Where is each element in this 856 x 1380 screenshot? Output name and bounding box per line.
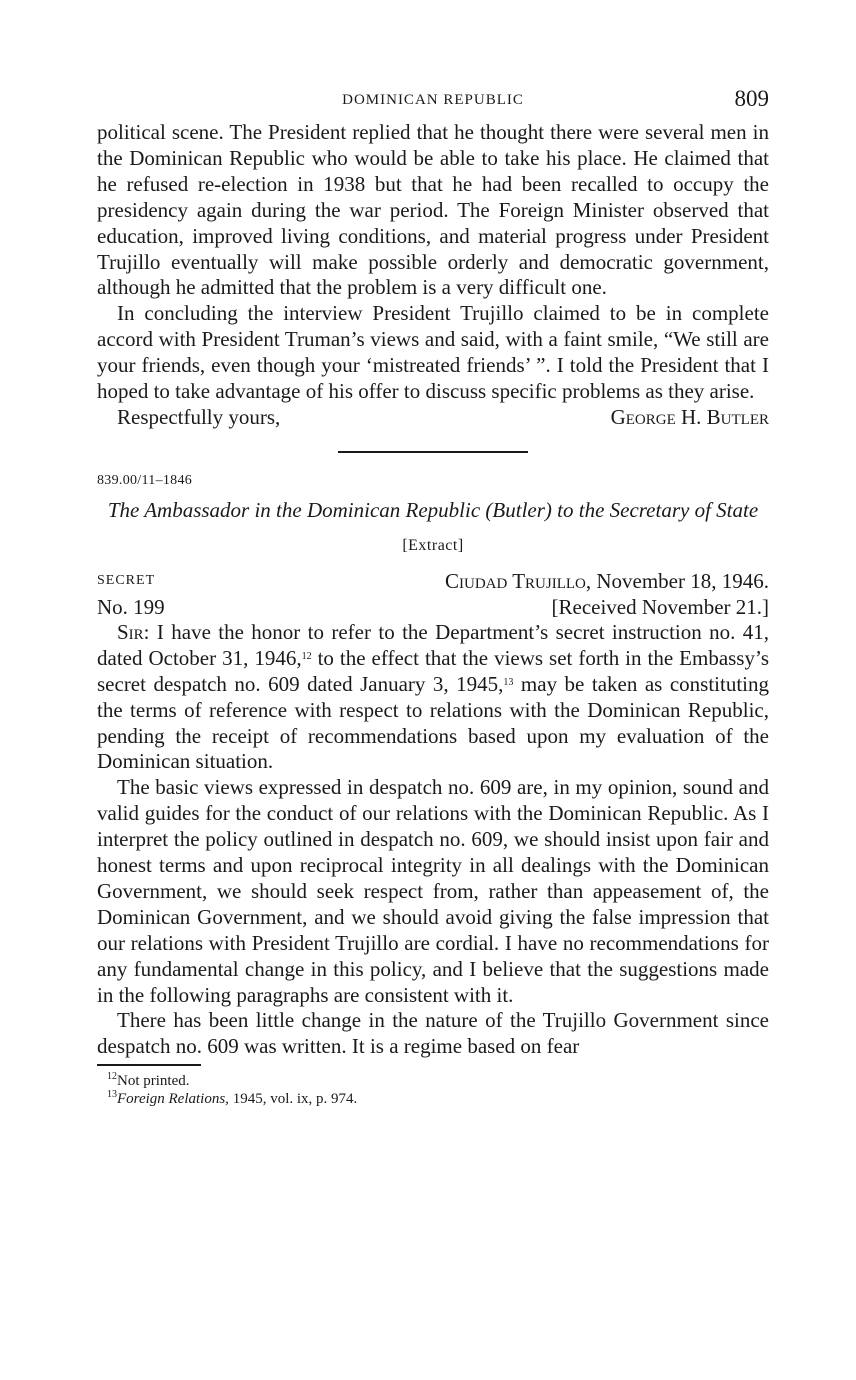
section-divider	[338, 451, 528, 453]
despatch-paragraph-2: The basic views expressed in despatch no. 609 are, in my opinion, sound and valid guides for the conduct of our relations with the Dominican Republic. As I interpret the policy outlined in despatch no. 609, we should insist upon fair and honest terms and upon reciprocal integrity in all dealings with the Dominican Government, we should seek respect from, rather than appeasement of, the Dominican Government, and we should avoid giving the false impression that our relations with President Trujillo are cordial. I have no recommendations for any fundamental change in this policy, and I believe that the suggestions made in the following paragraphs are consistent with it.	[97, 775, 769, 1007]
footnote-text: 1945, vol. ix, p. 974.	[228, 1091, 358, 1108]
footnotes	[97, 1072, 769, 1108]
extract-label: [Extract]	[402, 536, 464, 554]
footnote-text: Not printed.	[117, 1073, 190, 1090]
signoff	[97, 405, 769, 431]
footnote-title: Foreign Relations,	[117, 1091, 229, 1108]
meta-row-number	[97, 594, 769, 620]
signature: George H. Butler	[610, 404, 769, 429]
despatch-paragraph-1-c: may be taken as constituting the terms of reference with respect to relations with the Dominican Republic, pending the receipt of recommendations based upon my evaluation of the Dominican situation.	[97, 671, 769, 774]
closing: Respectfully yours,	[117, 404, 281, 429]
meta-row-place	[97, 568, 769, 594]
date: November 18, 1946.	[596, 568, 769, 593]
footnote-ref-12: 12	[301, 650, 312, 662]
file-number: 839.00/11–1846	[97, 472, 193, 488]
place: Ciudad Trujillo,	[445, 568, 592, 593]
document-page	[97, 86, 769, 1108]
despatch-paragraph-1-a: I have the honor to refer to the Department’s secret instruction no. 41, dated October 31, 1946,	[97, 619, 769, 670]
received-date: [Received November 21.]	[551, 594, 769, 619]
letter-paragraph-1: political scene. The President replied that he thought there were several men in the Dominican Republic who would be able to take his place. He claimed that he refused re-election in 1938 but that he had been recalled to occupy the presidency again during the war period. The Foreign Minister observed that education, improved living conditions, and material progress under President Trujillo eventually will make possible orderly and democratic government, although he admitted that the problem is a very difficult one.	[97, 120, 769, 300]
despatch-paragraph-1	[97, 620, 769, 775]
footnote-rule	[97, 1064, 201, 1066]
running-head	[97, 86, 769, 120]
letter-paragraph-2: In concluding the interview President Trujillo claimed to be in complete accord with President Truman’s views and said, with a faint smile, “We still are your friends, even though your ‘mistreated friends’ ”. I told the President that I hoped to take advantage of his offer to discuss specific problems as they arise.	[97, 301, 769, 404]
footnote-12	[97, 1072, 769, 1090]
despatch-number: No. 199	[97, 594, 165, 619]
footnote-ref-13: 13	[503, 676, 514, 688]
despatch-paragraph-1-b: to the effect that the views set forth in the Embassy’s secret despatch no. 609 dated January 3, 1945,	[97, 645, 769, 696]
page-number: 809	[734, 86, 769, 111]
footnote-number: 12	[107, 1071, 117, 1083]
classification-label: SECRET	[97, 572, 156, 588]
place-date	[445, 568, 769, 594]
running-title: DOMINICAN REPUBLIC	[342, 92, 524, 108]
salutation: Sir:	[117, 619, 150, 644]
document-heading: The Ambassador in the Dominican Republic (Butler) to the Secretary of State	[107, 497, 759, 522]
despatch-paragraph-3: There has been little change in the nature of the Trujillo Government since despatch no. 609 was written. It is a regime based on fear	[97, 1008, 769, 1059]
footnote-13	[97, 1090, 769, 1108]
footnote-number: 13	[107, 1089, 117, 1101]
